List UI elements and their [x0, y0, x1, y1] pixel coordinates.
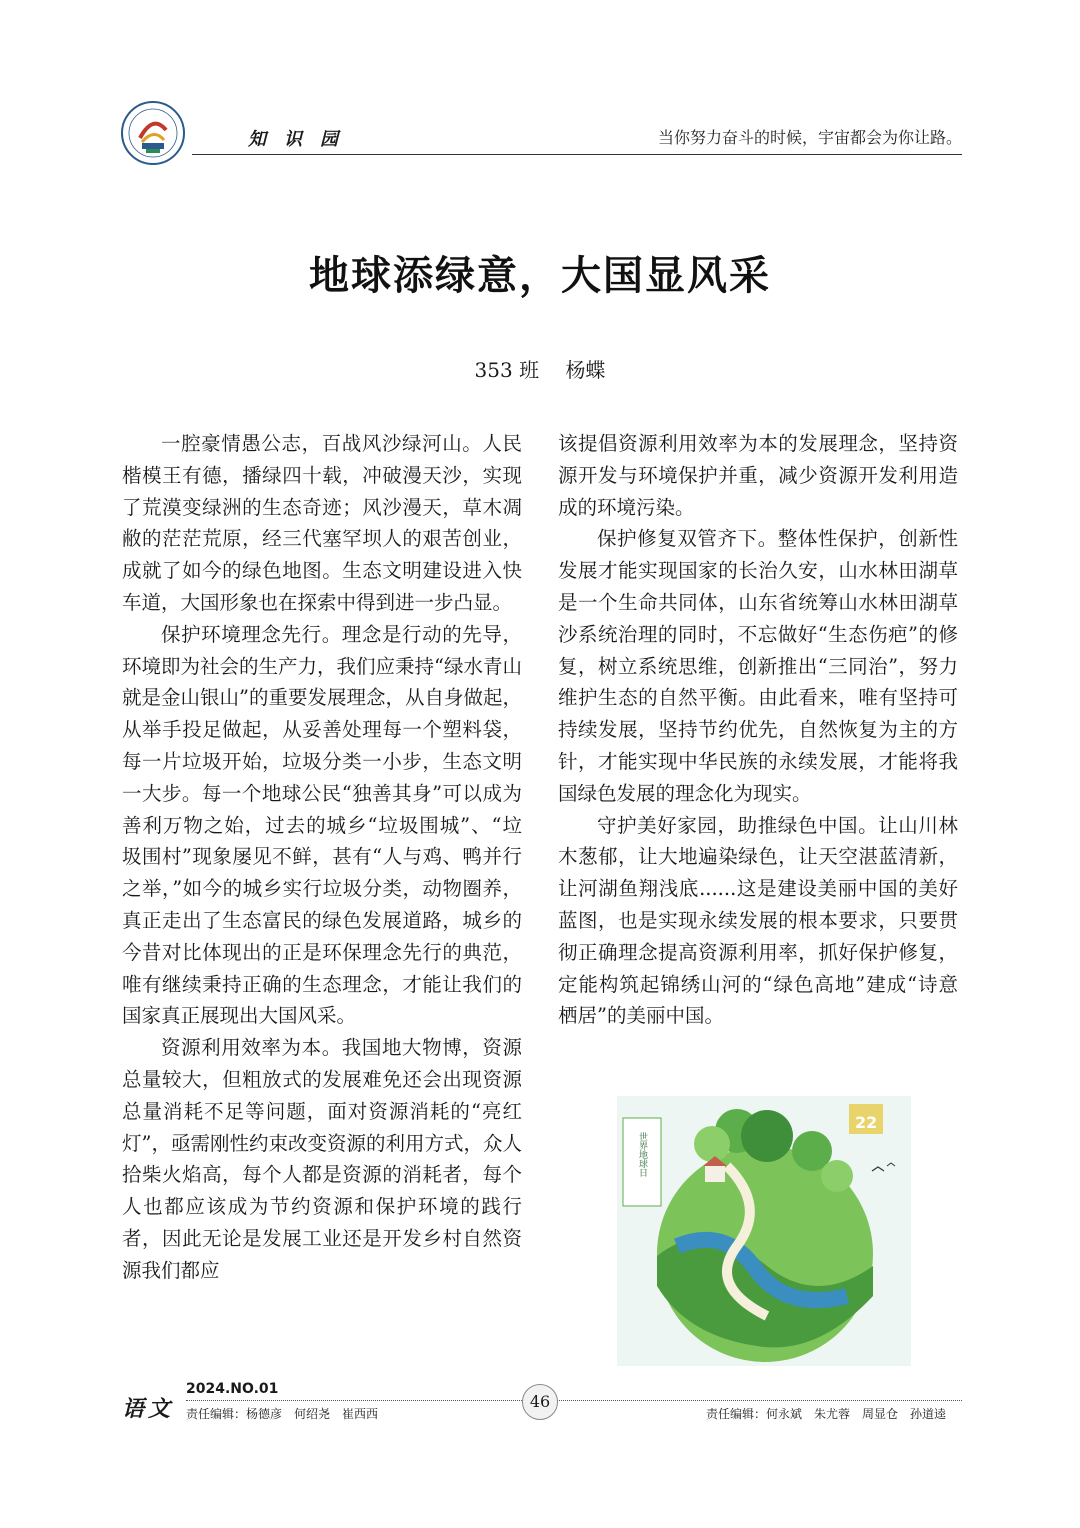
- paragraph: 该提倡资源利用效率为本的发展理念，坚持资源开发与环境保护并重，减少资源开发利用造成的环境污染。: [558, 432, 958, 519]
- author-name: 杨蝶: [565, 358, 606, 382]
- header-motto: 当你努力奋斗的时候，宇宙都会为你让路。: [657, 128, 962, 147]
- left-column: [122, 428, 522, 1287]
- editors-right: 责任编辑：何永斌 朱尤蓉 周显仓 孙道逵: [705, 1407, 946, 1421]
- byline: [0, 354, 1080, 383]
- magazine-name: 语文: [122, 1396, 175, 1422]
- footer-divider: [186, 1400, 962, 1401]
- paragraph: 保护环境理念先行。理念是行动的先导，环境即为社会的生产力，我们应秉持“绿水青山就是金山银山”的重要发展理念，从自身做起，从举手投足做起，从妥善处理每一个塑料袋，每一片垃圾开始，垃圾分类一小步，生态文明一大步。每一个地球公民“独善其身”可以成为善利万物之始，过去的城乡“垃圾围城”、“垃圾围村”现象屡见不鲜，甚有“人与鸡、鸭并行之举，”如今的城乡实行垃圾分类，动物圈养，真正走出了生态富民的绿色发展道路，城乡的今昔对比体现出的正是环保理念先行的典范，唯有继续秉持正确的生态理念，才能让我们的国家真正展现出大国风采。: [122, 622, 522, 1028]
- school-logo: [120, 100, 186, 166]
- right-column: [558, 428, 958, 1032]
- banner-text: 世界地球日: [637, 1132, 647, 1177]
- paragraph: 一腔豪情愚公志，百战风沙绿河山。人民楷模王有德，播绿四十载，冲破漫天沙，实现了荒漠变绿洲的生态奇迹；风沙漫天，草木凋敝的茫茫荒原，经三代塞罕坝人的艰苦创业，成就了如今的绿色地图。生态文明建设进入快车道，大国形象也在探索中得到进一步凸显。: [122, 432, 522, 614]
- paragraph: 资源利用效率为本。我国地大物博，资源总量较大，但粗放式的发展难免还会出现资源总量消耗不足等问题，面对资源消耗的“亮红灯”，亟需刚性约束改变资源的利用方式，众人拾柴火焰高，每个人都是资源的消耗者，每个人也都应该成为节约资源和保护环境的践行者，因此无论是发展工业还是开发乡村自然资源我们都应: [122, 1036, 522, 1282]
- author-class: 353 班: [474, 358, 540, 382]
- issue-number: 2024.NO.01: [186, 1381, 279, 1397]
- section-label: 知识园: [248, 129, 356, 150]
- header-divider: [192, 154, 962, 155]
- paragraph: 守护美好家园，助推绿色中国。让山川林木葱郁，让大地遍染绿色，让天空湛蓝清新，让河湖鱼翔浅底......这是建设美丽中国的美好蓝图，也是实现永续发展的根本要求，只要贯彻正确理念提高资源利用率，抓好保护修复，定能构筑起锦绣山河的“绿色高地”建成“诗意栖居”的美丽中国。: [558, 813, 958, 1028]
- article-title: 地球添绿意，大国显风采: [309, 253, 771, 299]
- earth-day-illustration: [617, 1096, 911, 1366]
- paragraph: 保护修复双管齐下。整体性保护，创新性发展才能实现国家的长治久安，山水林田湖草是一个生命共同体，山东省统筹山水林田湖草沙系统治理的同时，不忘做好“生态伤疤”的修复，树立系统思维，创新推出“三同治”，努力维护生态的自然平衡。由此看来，唯有坚持可持续发展，坚持节约优先，自然恢复为主的方针，才能实现中华民族的永续发展，才能将我国绿色发展的理念化为现实。: [558, 527, 958, 805]
- page-number: 46: [522, 1384, 558, 1420]
- calendar-day: 22: [855, 1113, 878, 1132]
- editors-left: 责任编辑：杨德彦 何绍尧 崔西西: [186, 1407, 379, 1421]
